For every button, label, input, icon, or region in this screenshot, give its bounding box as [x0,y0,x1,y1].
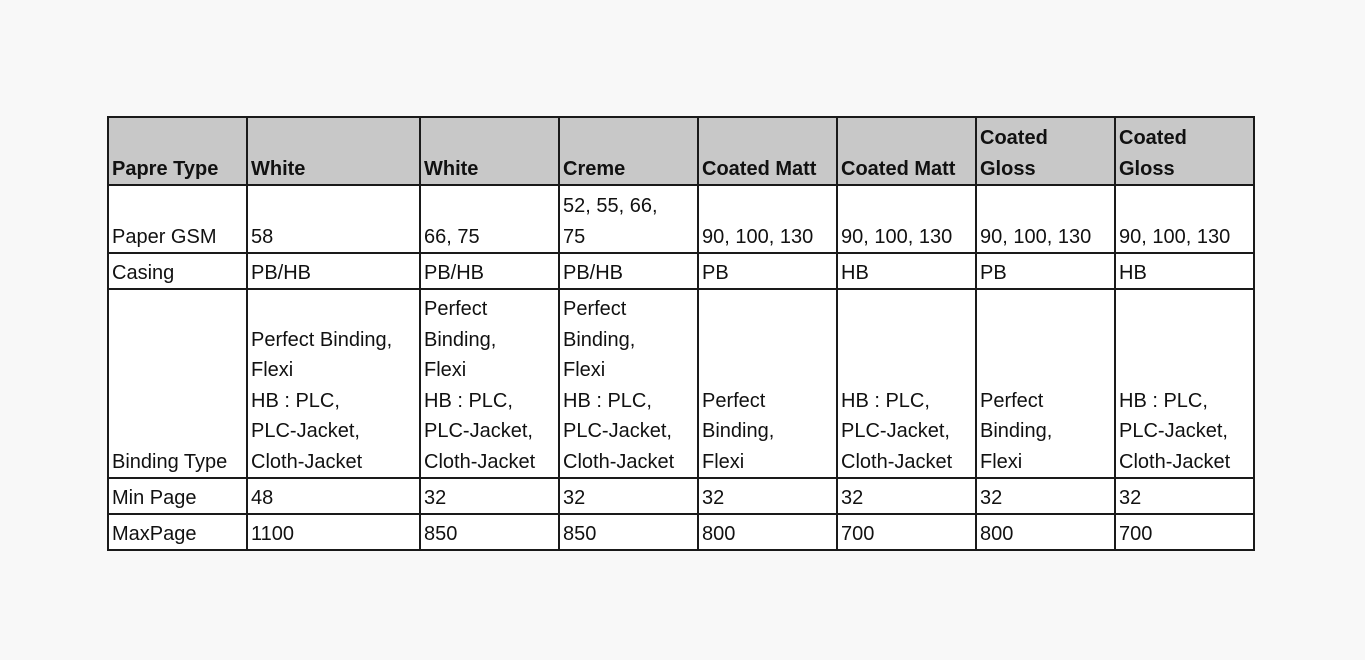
cell-text: Binding, [980,420,1053,442]
table-cell [247,185,420,253]
table-cell [1115,253,1254,289]
cell-text: PLC-Jacket, [251,420,360,442]
cell-text: 32 [424,486,447,509]
column-header-text: Coated [1119,127,1187,149]
paper-spec-table [107,116,1255,551]
cell-text: Flexi [563,359,606,381]
column-header [247,117,420,185]
column-header [698,117,837,185]
table-cell [698,185,837,253]
cell-text: Perfect [702,389,766,412]
table-row [108,514,1254,550]
cell-text: Binding, [424,328,497,351]
row-label: Paper GSM [108,185,247,253]
table-cell [559,289,698,478]
cell-text: HB : PLC, [563,389,652,412]
table-cell [698,514,837,550]
cell-text: 800 [980,522,1014,545]
cell-text: 90, 100, 130 [702,225,814,248]
table-cell [837,185,976,253]
cell-text: Flexi [980,450,1023,473]
table-cell [837,289,976,478]
cell-text: Cloth-Jacket [424,450,536,473]
table-cell [976,289,1115,478]
table-cell [837,478,976,514]
table-cell [420,478,559,514]
table-cell [976,478,1115,514]
column-header-text: Creme [563,157,626,180]
table-cell [1115,478,1254,514]
column-header [837,117,976,185]
cell-text: 90, 100, 130 [841,225,953,248]
column-header-text: Coated Matt [702,157,817,180]
cell-text: PLC-Jacket, [424,420,533,442]
cell-text: 90, 100, 130 [1119,225,1231,248]
cell-text: PLC-Jacket, [1119,420,1228,442]
cell-text: PB/HB [251,261,312,284]
cell-text: HB [1119,261,1147,284]
table-cell [837,253,976,289]
cell-text: Cloth-Jacket [251,450,363,473]
table-cell [247,289,420,478]
row-label: Min Page [108,478,247,514]
cell-text: 32 [702,486,725,509]
cell-text: Cloth-Jacket [563,450,675,473]
column-header [559,117,698,185]
cell-text: HB : PLC, [1119,389,1208,412]
cell-text: 32 [980,486,1003,509]
cell-text: PB [702,261,729,284]
row-header-label [108,117,247,185]
cell-text: 850 [563,522,597,545]
cell-text: 850 [424,522,458,545]
cell-text: 32 [563,486,586,509]
table-cell [247,253,420,289]
cell-text: 52, 55, 66, [563,195,658,217]
cell-text: 66, 75 [424,225,480,248]
table-cell [698,253,837,289]
paper-spec-sheet [107,116,1255,551]
column-header-text: Papre Type [112,157,219,180]
cell-text: Binding, [702,420,775,442]
column-header [420,117,559,185]
column-header-text: Gloss [1119,157,1175,180]
table-cell [559,185,698,253]
cell-text: Perfect [563,298,627,320]
table-cell [420,514,559,550]
table-cell [1115,514,1254,550]
cell-text: Flexi [702,450,745,473]
table-cell [247,514,420,550]
cell-text: Perfect [424,298,488,320]
cell-text: 700 [841,522,875,545]
table-cell [559,478,698,514]
table-cell [559,253,698,289]
cell-text: Perfect Binding, [251,328,393,351]
cell-text: Flexi [251,359,294,381]
table-cell [976,185,1115,253]
column-header-text: Gloss [980,157,1036,180]
cell-text: 32 [1119,486,1142,509]
table-cell [420,185,559,253]
column-header [976,117,1115,185]
cell-text: Cloth-Jacket [841,450,953,473]
table-cell [1115,289,1254,478]
table-cell [247,478,420,514]
cell-text: HB [841,261,869,284]
table-cell [420,289,559,478]
cell-text: PLC-Jacket, [563,420,672,442]
table-row [108,253,1254,289]
cell-text: 700 [1119,522,1153,545]
table-cell [837,514,976,550]
table-cell [698,478,837,514]
cell-text: 48 [251,486,274,509]
cell-text: PLC-Jacket, [841,420,950,442]
column-header-text: White [424,157,479,180]
column-header-text: Coated Matt [841,157,956,180]
cell-text: 800 [702,522,736,545]
cell-text: HB : PLC, [424,389,513,412]
table-row [108,289,1254,478]
cell-text: Flexi [424,359,467,381]
cell-text: 1100 [251,522,295,545]
table-cell [698,289,837,478]
table-cell [559,514,698,550]
table-cell [420,253,559,289]
table-row [108,478,1254,514]
cell-text: Perfect [980,389,1044,412]
table-cell [976,253,1115,289]
row-label: Casing [108,253,247,289]
cell-text: HB : PLC, [841,389,930,412]
cell-text: 58 [251,225,274,248]
cell-text: HB : PLC, [251,389,340,412]
table-row [108,185,1254,253]
cell-text: Binding, [563,328,636,351]
cell-text: PB/HB [424,261,485,284]
table-cell [976,514,1115,550]
column-header-text: Coated [980,127,1048,149]
cell-text: Cloth-Jacket [1119,450,1231,473]
cell-text: 75 [563,225,586,248]
row-label: Binding Type [108,289,247,478]
table-cell [1115,185,1254,253]
cell-text: 32 [841,486,864,509]
column-header-text: White [251,157,306,180]
column-header [1115,117,1254,185]
row-label: MaxPage [108,514,247,550]
table-header-row [108,117,1254,185]
cell-text: PB [980,261,1007,284]
cell-text: PB/HB [563,261,624,284]
cell-text: 90, 100, 130 [980,225,1092,248]
